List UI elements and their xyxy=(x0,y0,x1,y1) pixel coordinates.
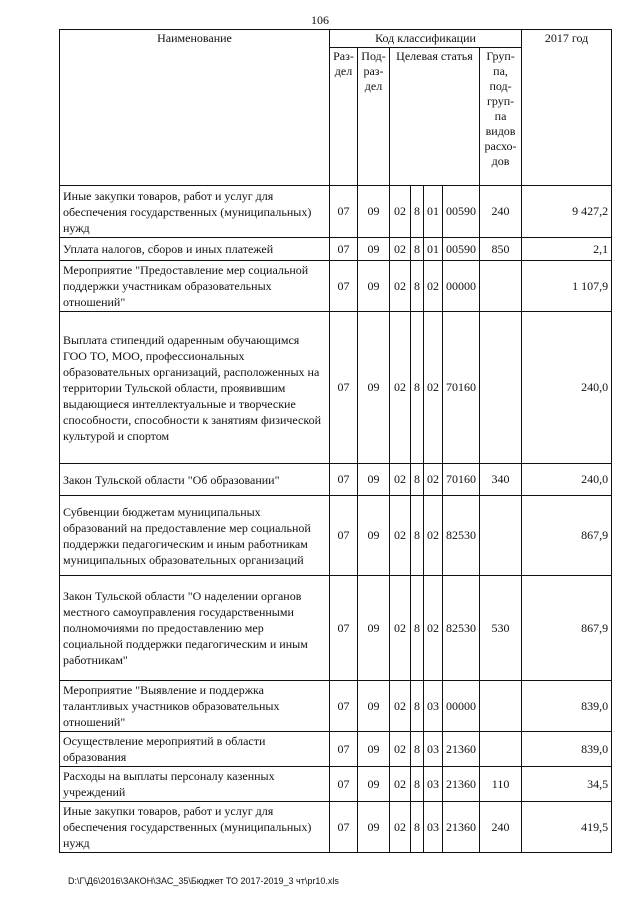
row-target-event: 02 xyxy=(424,576,443,681)
row-target-event: 03 xyxy=(424,681,443,732)
row-expense-type xyxy=(480,681,522,732)
row-expense-type: 340 xyxy=(480,464,522,496)
row-amount: 240,0 xyxy=(522,312,612,464)
page-number: 106 xyxy=(311,13,329,27)
row-target-event: 03 xyxy=(424,767,443,802)
row-target-event: 03 xyxy=(424,802,443,853)
header-section: Раз- дел xyxy=(330,48,358,186)
row-target-event: 03 xyxy=(424,732,443,767)
row-target-program: 02 xyxy=(390,732,411,767)
row-amount: 240,0 xyxy=(522,464,612,496)
row-section: 07 xyxy=(330,767,358,802)
row-expense-type xyxy=(480,732,522,767)
row-amount: 419,5 xyxy=(522,802,612,853)
row-section: 07 xyxy=(330,261,358,312)
row-expense-type: 240 xyxy=(480,802,522,853)
row-name: Закон Тульской области "Об образовании" xyxy=(60,464,330,496)
row-target-direction: 00000 xyxy=(443,681,480,732)
row-expense-type: 110 xyxy=(480,767,522,802)
row-target-program: 02 xyxy=(390,496,411,576)
header-subsection: Под- раз- дел xyxy=(358,48,390,186)
row-name: Субвенции бюджетам муниципальных образований на предоставление мер социальной поддержки педагогическим и иным работникам муниципальных образовательных организаций xyxy=(60,496,330,576)
header-target-article: Целевая статья xyxy=(390,48,480,186)
table-row xyxy=(60,802,612,853)
row-target-program: 02 xyxy=(390,681,411,732)
table-row xyxy=(60,681,612,732)
row-target-subprogram: 8 xyxy=(411,681,424,732)
row-subsection: 09 xyxy=(358,261,390,312)
budget-table xyxy=(59,29,612,853)
row-amount: 867,9 xyxy=(522,496,612,576)
row-section: 07 xyxy=(330,238,358,261)
row-target-subprogram: 8 xyxy=(411,238,424,261)
row-section: 07 xyxy=(330,312,358,464)
row-target-direction: 00000 xyxy=(443,261,480,312)
row-section: 07 xyxy=(330,496,358,576)
row-target-program: 02 xyxy=(390,312,411,464)
row-subsection: 09 xyxy=(358,186,390,238)
row-target-direction: 70160 xyxy=(443,312,480,464)
row-section: 07 xyxy=(330,576,358,681)
row-amount: 9 427,2 xyxy=(522,186,612,238)
row-target-event: 01 xyxy=(424,238,443,261)
row-section: 07 xyxy=(330,732,358,767)
table-row xyxy=(60,576,612,681)
row-target-subprogram: 8 xyxy=(411,496,424,576)
row-subsection: 09 xyxy=(358,576,390,681)
row-expense-type: 240 xyxy=(480,186,522,238)
row-section: 07 xyxy=(330,464,358,496)
row-subsection: 09 xyxy=(358,732,390,767)
header-expense-group: Груп- па, под- груп- па видов расхо- дов xyxy=(480,48,522,186)
table-row xyxy=(60,238,612,261)
row-amount: 2,1 xyxy=(522,238,612,261)
row-section: 07 xyxy=(330,186,358,238)
table-row xyxy=(60,312,612,464)
row-subsection: 09 xyxy=(358,496,390,576)
row-name: Осуществление мероприятий в области образования xyxy=(60,732,330,767)
table-row xyxy=(60,261,612,312)
row-expense-type: 850 xyxy=(480,238,522,261)
row-target-subprogram: 8 xyxy=(411,464,424,496)
row-name: Иные закупки товаров, работ и услуг для обеспечения государственных (муниципальных) нужд xyxy=(60,802,330,853)
row-subsection: 09 xyxy=(358,312,390,464)
row-amount: 867,9 xyxy=(522,576,612,681)
row-target-subprogram: 8 xyxy=(411,261,424,312)
row-amount: 34,5 xyxy=(522,767,612,802)
row-subsection: 09 xyxy=(358,464,390,496)
row-name: Уплата налогов, сборов и иных платежей xyxy=(60,238,330,261)
row-target-direction: 21360 xyxy=(443,802,480,853)
row-subsection: 09 xyxy=(358,238,390,261)
row-target-program: 02 xyxy=(390,464,411,496)
row-target-subprogram: 8 xyxy=(411,312,424,464)
row-target-event: 02 xyxy=(424,464,443,496)
row-target-program: 02 xyxy=(390,802,411,853)
row-section: 07 xyxy=(330,681,358,732)
row-target-program: 02 xyxy=(390,186,411,238)
row-target-direction: 70160 xyxy=(443,464,480,496)
row-name: Выплата стипендий одаренным обучающимся ГОО ТО, МОО, профессиональных образовательных организаций, расположенных на территории Тульской области, проявившим выдающиеся интеллектуальные и творческие способности, способности к занятиям физической культурой и спортом xyxy=(60,312,330,464)
row-name: Расходы на выплаты персоналу казенных учреждений xyxy=(60,767,330,802)
row-amount: 839,0 xyxy=(522,681,612,732)
row-target-direction: 21360 xyxy=(443,732,480,767)
row-name: Мероприятие "Предоставление мер социальной поддержки участникам образовательных отношений" xyxy=(60,261,330,312)
header-code-group: Код классификации xyxy=(330,30,522,48)
row-target-direction: 82530 xyxy=(443,496,480,576)
row-subsection: 09 xyxy=(358,681,390,732)
row-target-program: 02 xyxy=(390,767,411,802)
row-expense-type xyxy=(480,312,522,464)
row-name: Закон Тульской области "О наделении органов местного самоуправления государственными полномочиями по предоставлению мер социальной поддержки педагогическим и иным работникам" xyxy=(60,576,330,681)
row-target-subprogram: 8 xyxy=(411,802,424,853)
row-target-subprogram: 8 xyxy=(411,186,424,238)
row-name: Иные закупки товаров, работ и услуг для обеспечения государственных (муниципальных) нужд xyxy=(60,186,330,238)
row-target-direction: 21360 xyxy=(443,767,480,802)
row-amount: 839,0 xyxy=(522,732,612,767)
row-target-subprogram: 8 xyxy=(411,732,424,767)
file-path-footer: D:\Г\Д6\2016\ЗАКОН\ЗАС_35\Бюджет ТО 2017-2019_3 чт\pr10.xls xyxy=(68,876,339,886)
table-row xyxy=(60,767,612,802)
row-target-direction: 00590 xyxy=(443,186,480,238)
table-row xyxy=(60,732,612,767)
header-name: Наименование xyxy=(60,30,330,186)
row-expense-type: 530 xyxy=(480,576,522,681)
row-target-program: 02 xyxy=(390,261,411,312)
row-subsection: 09 xyxy=(358,802,390,853)
row-subsection: 09 xyxy=(358,767,390,802)
row-target-direction: 82530 xyxy=(443,576,480,681)
row-name: Мероприятие "Выявление и поддержка талантливых участников образовательных отношений" xyxy=(60,681,330,732)
table-row xyxy=(60,496,612,576)
table-row xyxy=(60,464,612,496)
table-row xyxy=(60,186,612,238)
row-target-event: 01 xyxy=(424,186,443,238)
row-target-subprogram: 8 xyxy=(411,767,424,802)
row-target-event: 02 xyxy=(424,496,443,576)
header-year: 2017 год xyxy=(522,30,612,186)
row-target-subprogram: 8 xyxy=(411,576,424,681)
row-section: 07 xyxy=(330,802,358,853)
row-expense-type xyxy=(480,261,522,312)
row-target-program: 02 xyxy=(390,238,411,261)
row-expense-type xyxy=(480,496,522,576)
row-amount: 1 107,9 xyxy=(522,261,612,312)
row-target-program: 02 xyxy=(390,576,411,681)
row-target-event: 02 xyxy=(424,312,443,464)
row-target-event: 02 xyxy=(424,261,443,312)
row-target-direction: 00590 xyxy=(443,238,480,261)
